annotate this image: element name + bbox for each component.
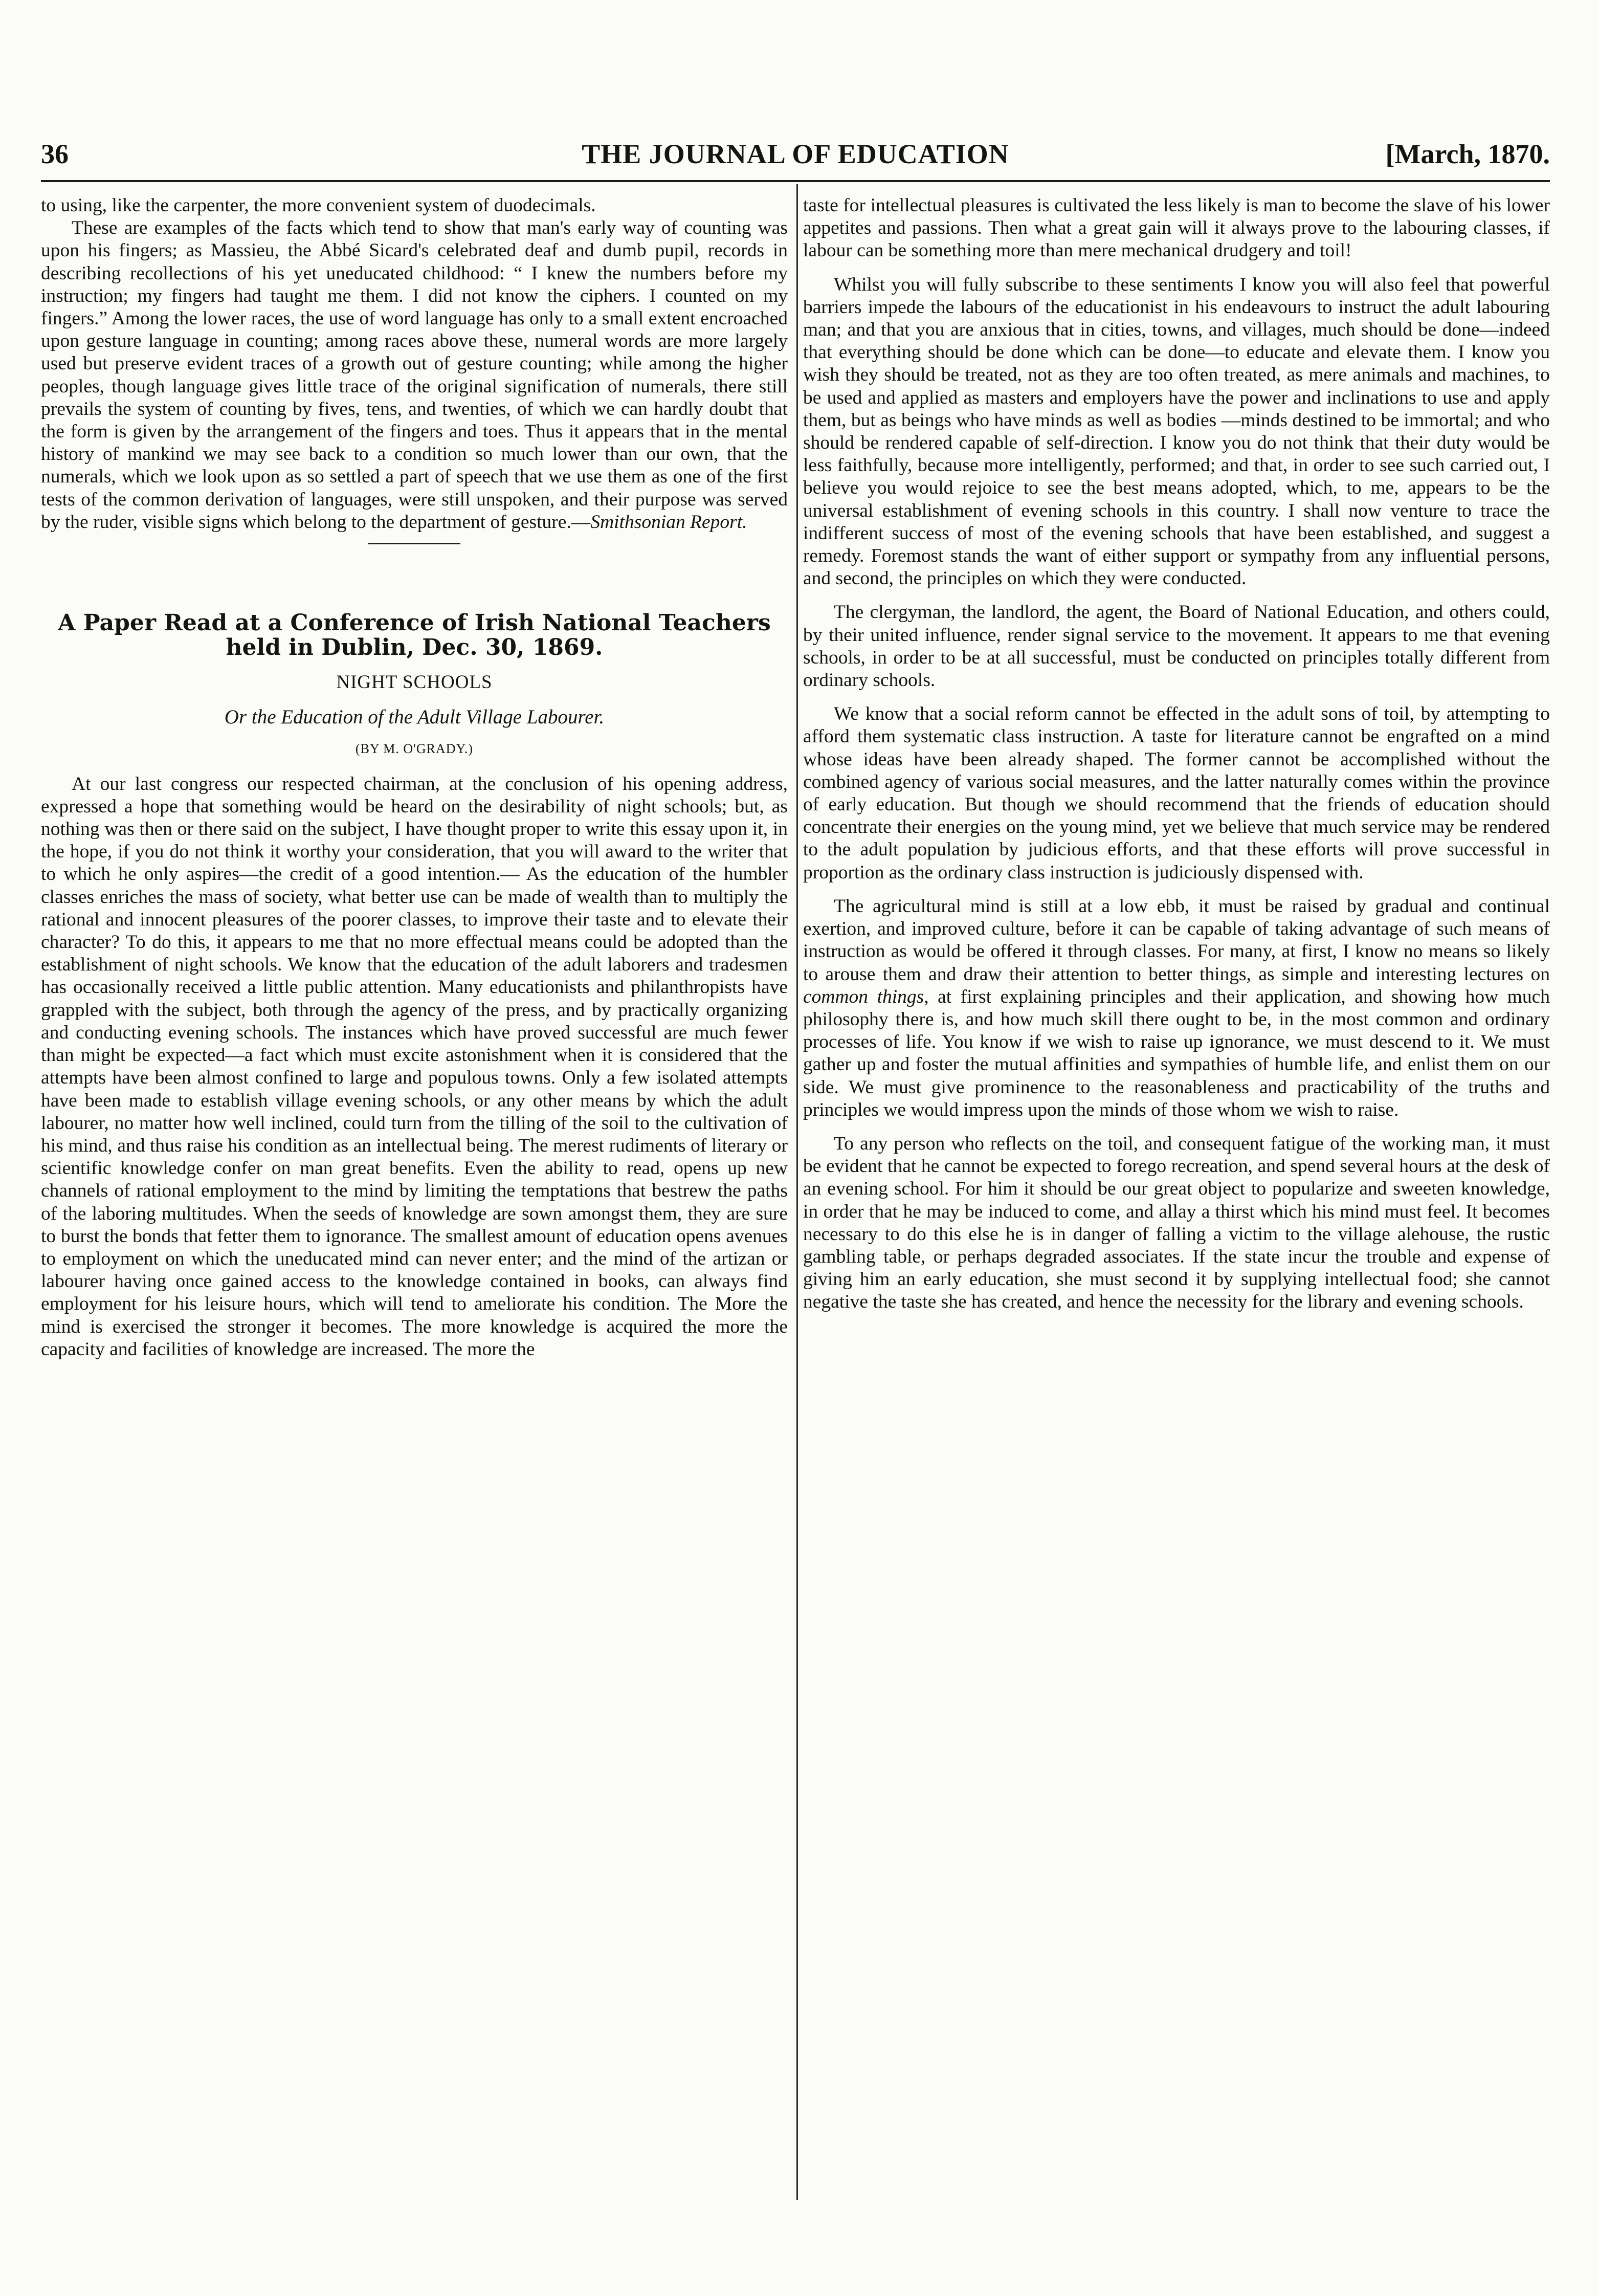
right-column bbox=[803, 194, 1550, 1314]
running-head bbox=[41, 138, 1550, 179]
author-byline: (BY M. O'GRADY.) bbox=[355, 741, 474, 757]
article-subtitle-italic: Or the Education of the Adult Village Labourer. bbox=[224, 706, 605, 728]
article-paragraph-6-emphasis: common things bbox=[803, 986, 924, 1007]
section-rule bbox=[368, 543, 460, 544]
column-divider bbox=[796, 184, 798, 2200]
article-paragraph-2: taste for intellectual pleasures is cultivated the less likely is man to become the slave of his lower appetites and passions. Then what a great gain will it always prove to the labouring classes, if labour can be something more than mere mechanical drudgery and toil! bbox=[803, 195, 1550, 261]
article-paragraph-5: We know that a social reform cannot be effected in the adult sons of toil, by attempting to afford them systematic class instruction. A taste for literature cannot be engrafted on a mind whose ideas have been already shaped. The former cannot be accomplished without the combined agency of various social measures, and the latter naturally comes within the province of early education. But though we should recommend that the friends of education should concentrate their energies on the young mind, yet we believe that much service may be rendered to the adult population by judicious efforts, and that these efforts will prove successful in proportion as the ordinary class instruction is judiciously dispensed with. bbox=[803, 703, 1550, 883]
article-title: A Paper Read at a Conference of Irish National Teachers held in Dublin, Dec. 30, 1869. bbox=[58, 610, 771, 661]
article-paragraph-6-part-a: The agricultural mind is still at a low ebb, it must be raised by gradual and continual exertion, and improved culture, before it can be capable of taking advantage of such means of instruction as would be offered it through classes. For many, at first, I know no means so likely to arouse them and draw their attention to better things, as simple and interesting lectures on bbox=[803, 895, 1550, 985]
continued-paragraph-2 bbox=[41, 217, 788, 534]
continued-paragraph-1: to using, like the carpenter, the more convenient system of duodecimals. bbox=[41, 195, 596, 216]
article-paragraph-4: The clergyman, the landlord, the agent, the Board of National Education, and others could, by their united influence, render signal service to the movement. It appears to me that evening schools, in order to be at all successful, must be conducted on principles totally different from ordinary schools. bbox=[803, 602, 1550, 691]
article-paragraph-7: To any person who reflects on the toil, and consequent fatigue of the working man, it must be evident that he cannot be expected to forego recreation, and spend several hours at the desk of an evening school. For him it should be our great object to popularize and sweeten knowledge, in order that he may be induced to come, and allay a thirst which his mind must feel. It becomes necessary to do this else he is in danger of falling a victim to the village alehouse, the rustic gambling table, or perhaps degraded associates. If the state incur the trouble and expense of giving him an early education, she must second it by supplying intellectual food; she cannot negative the taste she has created, and hence the necessity for the library and evening schools. bbox=[803, 1133, 1550, 1313]
article-paragraph-6 bbox=[803, 895, 1550, 1121]
source-citation: Smithsonian Report. bbox=[590, 511, 747, 533]
article-subtitle: NIGHT SCHOOLS bbox=[336, 672, 493, 693]
article-paragraph-6-part-b: , at first explaining principles and their application, and showing how much philosophy there is, and how much skill there ought to be, in the most common and ordinary processes of life. You know if we wish to raise up ignorance, we must descend to it. We must gather up and foster the mutual affinities and sympathies of humble life, and enlist them on our side. We must give prominence to the reasonableness and practicability of the truths and principles we would impress upon the minds of those whom we wish to raise. bbox=[803, 986, 1550, 1120]
left-column bbox=[41, 194, 788, 1361]
journal-title: THE JOURNAL OF EDUCATION bbox=[582, 139, 1009, 169]
continued-paragraph-2-text: These are examples of the facts which tend to show that man's early way of counting was upon his fingers; as Massieu, the Abbé Sicard's celebrated deaf and dumb pupil, records in describing recollections of his yet uneducated childhood: “ I knew the numbers before my instruction; my fingers had taught me them. I did not know the ciphers. I counted on my fingers.” Among the lower races, the use of word language has only to a small extent encroached upon gesture language in counting; among races above these, numeral words are more largely used but preserve evident traces of a growth out of gesture counting; while among the higher peoples, though language gives little trace of the original signification of numerals, there still prevails the system of counting by fives, tens, and twenties, of which we can hardly doubt that the form is given by the arrangement of the fingers and toes. Thus it appears that in the mental history of mankind we may see back to a condition so much lower than our own, that the numerals, which we look upon as so settled a part of speech that we use them as one of the first tests of the common derivation of languages, were still unspoken, and their purpose was served by the ruder, visible signs which belong to the department of gesture.— bbox=[41, 217, 788, 533]
article-paragraph-1: At our last congress our respected chairman, at the conclusion of his opening address, expressed a hope that something would be heard on the desirability of night schools; but, as nothing was then or there said on the subject, I have thought proper to write this essay upon it, in the hope, if you do not think it worthy your consideration, that you will award to the writer that to which he only aspires—the credit of a good intention.— As the education of the humbler classes enriches the mass of society, what better use can be made of wealth than to multiply the rational and innocent pleasures of the poorer classes, to improve their taste and to elevate their character? To do this, it appears to me that no more effectual means could be adopted than the establishment of night schools. We know that the education of the adult laborers and tradesmen has occasionally received a little public attention. Many educationists and philanthropists have grappled with the subject, both through the agency of the press, and by practically organizing and conducting evening schools. The instances which have proved successful are much fewer than might be expected—a fact which must excite astonishment when it is considered that the attempts have been almost confined to large and populous towns. Only a few isolated attempts have been made to establish village evening schools, or any other means by which the adult labourer, no matter how well inclined, could turn from the tilling of the soil to the cultivation of his mind, and thus raise his condition as an intellectual being. The merest rudiments of literary or scientific knowledge confer on man great benefits. Even the ability to read, opens up new channels of rational employment to the mind by limiting the temptations that bestrew the paths of the laboring multitudes. When the seeds of knowledge are sown amongst them, they are sure to burst the bonds that fetter them to ignorance. The smallest amount of education opens avenues to employment on which the uneducated mind can never enter; and the mind of the artizan or labourer having once gained access to the knowledge contained in books, can always find employment for his leisure hours, which will tend to ameliorate his condition. The More the mind is exercised the stronger it becomes. The more knowledge is acquired the more the capacity and facilities of knowledge are increased. The more the bbox=[41, 773, 788, 1360]
header-rule bbox=[41, 180, 1550, 182]
article-paragraph-3: Whilst you will fully subscribe to these sentiments I know you will also feel that powerful barriers impede the labours of the educationist in his endeavours to instruct the adult labouring man; and that you are anxious that in cities, towns, and villages, much should be done—indeed that everything should be done which can be done—to educate and elevate them. I know you wish they should be treated, not as they are too often treated, as mere animals and machines, to be used and applied as masters and employers have the power and inclinations to use and apply them, but as beings who have minds as well as bodies —minds destined to be immortal; and who should be rendered capable of self-direction. I know you do not think that their duty would be less faithfully, because more intelligently, performed; and that, in order to see such carried out, I believe you would rejoice to see the best means adopted, which, to me, appears to be the universal establishment of evening schools in this country. I shall now venture to trace the indifferent success of most of the evening schools that have been established, and suggest a remedy. Foremost stands the want of either support or sympathy from any influential persons, and second, the principles on which they were conducted. bbox=[803, 274, 1550, 589]
issue-date: [March, 1870. bbox=[1385, 139, 1550, 169]
page-number: 36 bbox=[41, 139, 69, 169]
